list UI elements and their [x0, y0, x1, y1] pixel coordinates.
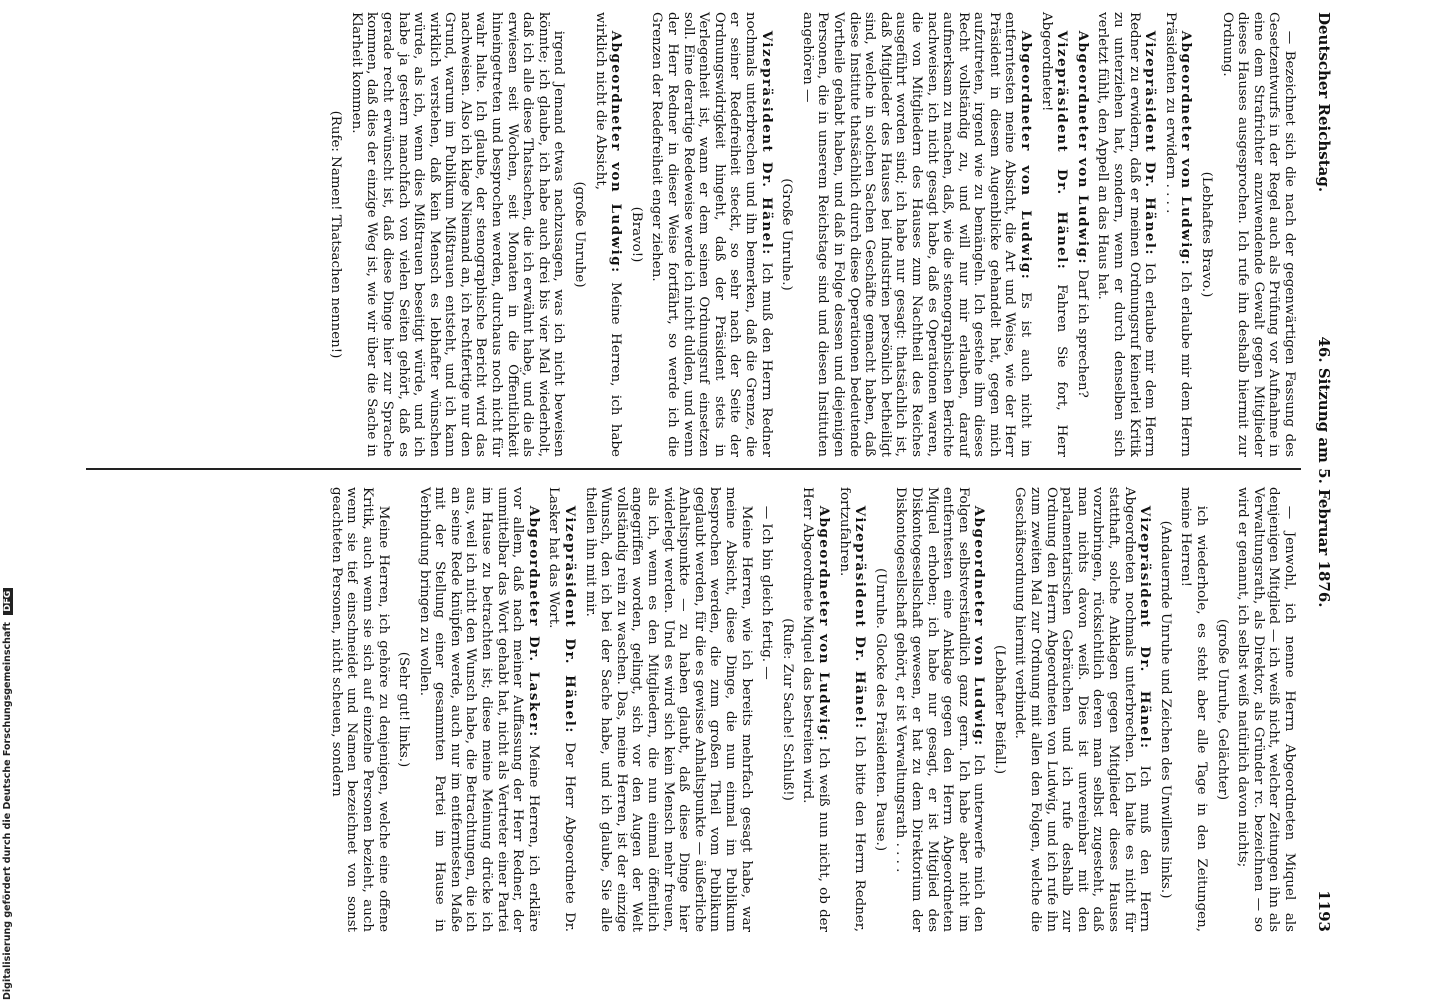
interjection: (große Unruhe) — [572, 181, 588, 288]
speaker-name: Abgeordneter von Ludwig: — [815, 505, 832, 743]
interjection: (Rufe: Zur Sache! Schluß!) — [779, 618, 795, 801]
speech-paragraph — [416, 487, 541, 932]
speech-paragraph — [800, 487, 831, 932]
speech-paragraph — [893, 487, 987, 932]
speech-text: Ich erlaube mir dem Herrn Redner zu erwidern, daß er meinen Ordnungsruf keinerlei Kritik zu unterziehen hat, sondern, wenn er durch denselben sich verletzt fühlt, den Appell an das Haus hat. — [1095, 12, 1158, 457]
digitization-note-text: Digitalisierung gefördert durch die Deutsche Forschungsgemeinschaft — [2, 622, 13, 1000]
speech-text: Es ist auch nicht im entferntesten meine Absicht, die Art und Weise, wie der Herr Präsident in diesem Augenblicke gehandelt hat, gegen mich aufzutreten, irgend wie zu bemängeln. Ich gestehe ihm dieses Recht vollständig zu, und will nur mir erlauben, darauf aufmerksam zu machen, daß, wie die stenographischen Berichte nachweisen, ich nicht gesagt habe, daß es Operationen waren, die von Mitgliedern des Hauses zum Nachtheil des Reiches ausgeführt worden sind; ich habe nur gesagt: thatsächlich ist, daß Mitglieder des Hauses bei Industrien persönlich betheiligt sind, welche in solchen Sachen Geschäfte gemacht haben, daß diese Institute thatsächlich durch diese Operationen bedeutende Vortheile gehabt haben, und daß in Folge dessen und diejenigen Personen, die in unserem Reichstage sind und diesen Instituten angehören — — [799, 12, 1034, 457]
speech-text: Ich muß den Herrn Redner nochmals unterbrechen und ihn bemerken, daß die Grenze, die er seiner Redefreiheit steckt, so sehr nach der Seite der Ordnungswidrigkeit hingeht, daß der Präsident stets in Verlegenheit ist, wann er dem seinen Ordnungsruf einsetzen soll. Eine derartige Redeweise werde ich nicht dulden, und wenn der Herr Redner in dieser Weise fortfährt, so werde ich die Grenzen der Redefreiheit enger ziehen. — [649, 12, 774, 457]
speech-paragraph — [1162, 12, 1193, 457]
left-column — [323, 12, 1297, 457]
speech-text: Ich unterwerfe mich den Folgen selbstverständlich ganz gern. Ich habe aber nicht im entferntesten eine Anklage gegen den Herrn Abgeordneten Miquel erhoben; ich habe nur gesagt, er ist Mitglied des Diskontogesellschaft gewesen, er hat zu dem Direktorium der Diskontogesellschaft gehört, er ist Verwaltungsrath . . . . — [893, 487, 987, 932]
speech-text: Fahren Sie fort, Herr Abgeordneter! — [1038, 12, 1070, 457]
interjection: (Lebhaftes Bravo.) — [1199, 171, 1215, 298]
speaker-name: Abgeordneter von Ludwig: — [971, 505, 988, 747]
body-paragraph: Meine Herren, wie ich bereits mehrfach gesagt habe, war meine Absicht, diese Dinge, die nun einmal im Publikum besprochen werden, die zum großen Theil vom Publikum geglaubt werden, für die es gewisse Anhaltspunkte — äußerliche Anhaltspunkte — zu haben glaubt, daß diese Dinge hier widerlegt werden. Und es wird sich kein Mensch mehr freuen, als ich, wenn es den Mitgliedern, die nun einmal öffentlich angegriffen worden, gelingt, sich vor den Augen der Welt vollständig rein zu waschen. Das, meine Herren, ist der einzige Wunsch, den ich bei der Sache habe, und ich glaube, Sie alle theilen ihn mit mir. — [582, 487, 754, 932]
interjection: (Andauernde Unruhe und Zeichen des Unwillens links.) — [1157, 520, 1173, 899]
speaker-name: Vizepräsident Dr. Hänel: — [1142, 30, 1159, 256]
rotated-sheet — [61, 0, 1371, 962]
speaker-name: Abgeordneter von Ludwig: — [1018, 30, 1035, 281]
session-date: 46. Sitzung am 5. Februar 1876. — [1315, 336, 1333, 608]
speech-paragraph — [1012, 487, 1152, 932]
speech-paragraph — [1095, 12, 1157, 457]
speaker-name: Abgeordneter von Ludwig: — [1178, 30, 1195, 267]
speech-paragraph — [799, 12, 1033, 457]
digitization-note — [2, 0, 16, 1000]
journal-title: Deutscher Reichstag. — [1315, 12, 1333, 193]
speech-paragraph — [1074, 12, 1090, 457]
speaker-name: Vizepräsident Dr. Hänel: — [1054, 30, 1071, 271]
speaker-name: Vizepräsident Dr. Hänel: — [852, 505, 869, 730]
speech-text: Ich bitte den Herrn Redner, fortzufahren. — [836, 487, 868, 932]
interjection: (Sehr gut! links.) — [396, 651, 412, 768]
interjection: (Große Unruhe.) — [779, 178, 795, 291]
interjection: (Rufe: Namen! Thatsachen nennen!) — [328, 110, 344, 359]
speech-paragraph — [1038, 12, 1069, 457]
interjection: (Lebhafter Beifall.) — [991, 644, 1007, 775]
interjection: (Bravo!) — [628, 206, 644, 263]
right-column — [323, 487, 1297, 932]
speaker-name: Vizepräsident Dr. Hänel: — [1137, 505, 1154, 750]
speaker-name: Abgeordneter Dr. Lasker: — [525, 505, 542, 738]
body-paragraph: Meine Herren, ich gehöre zu denjenigen, welche eine offene Kritik, auch wenn sie sich auf einzelne Personen bezieht, auch wenn sie tief einschneidet und Namen bezeichnet von sonst geachteten Personen, nicht scheuen, sondern — [328, 487, 391, 932]
speech-text: Meine Herren, ich erkläre vor allem, daß nach meiner Auffassung der Herr Redner, der unmittelbar das Wort gehabt hat, nicht als Vertreter einer Partei im Hause zu betrachten ist; diese meine Meinung drücke ich aus, weil ich nicht den Wunsch habe, die Betrachtungen, die ich an seine Rede knüpfen werde, auch nur im entferntesten Maße mit der Stellung einer gesammten Partei im Hause in Verbindung bringen zu wollen. — [416, 487, 541, 932]
column-divider — [86, 468, 1301, 470]
speech-text: Darf ich sprechen? — [1074, 269, 1090, 398]
running-head — [1307, 12, 1331, 932]
speech-text: Ich weiß nun nicht, ob der Herr Abgeordnete Miquel das bestreiten wird. — [800, 487, 831, 932]
speech-text: Der Herr Abgeordnete Dr. Lasker hat das Wort. — [546, 487, 578, 932]
interjection: (große Unruhe, Gelächter) — [1214, 618, 1230, 801]
body-paragraph: — Jenwohl, ich nenne Herrn Abgeordneten Miquel als denjenigen Mitglied — ich weiß nicht, welcher Zeitungen ihn als Verwaltungsrath, als Direktor, als Gründer rc. bezeichnen — so wird er genannt, ich selbst weiß natürlich davon nichts; — [1235, 487, 1297, 932]
body-paragraph: irgend Jemand etwas nachzusagen, was ich nicht beweisen könnte; ich glaube, ich habe auch drei bis vier Mal wiederholt, daß ich alle diese Thatsachen, die ich erwähnt habe, und die als erwiesen seit Wochen, seit Monaten in die Öffentlichkeit hineingetreten und besprochen werden, durchaus noch nicht für wahr halte. Ich glaube, der stenographische Bericht wird das nachweisen. Also ich klage Niemand an, ich rechtfertige nur den Grund, warum im Publikum Mißtrauen entsteht, und ich kann wirklich verstehen, daß kein Mensch es lebhafter wünschen würde, als ich, wenn dies Mißtrauen beseitigt würde, und ich habe ja gestern manchfach von vielen Seiten gehört, daß es gerade recht erwünscht ist, daß diese Dinge hier zur Sprache kommen, daß dies der einzige Weg ist, wie wir über die Sache in Klarheit kommen. — [348, 12, 567, 457]
speech-paragraph — [649, 12, 774, 457]
page-number: 1193 — [1315, 890, 1333, 932]
speech-text: Ich muß den Herrn Abgeordneten nochmals unterbrechen. Ich halte es nicht für statthaft, solche Anklagen gegen Mitglieder dieses Hauses vorzubringen, rücksichtlich deren man selbst zugesteht, daß man nichts davon weiß. Dies ist unvereinbar mit den parlamentarischen Gebräuchen und ich rufe deshalb zur Ordnung den Herrn Abgeordneten von Ludwig, und ich rufe ihn zum zweiten Mal zur Ordnung mit allen den Folgen, welche die Geschäftsordnung hiermit verbindet. — [1012, 487, 1153, 932]
speech-paragraph — [592, 12, 623, 457]
speech-paragraph — [546, 487, 577, 932]
body-paragraph: — Bezeichnet sich die nach der gegenwärtigen Fassung des Gesetzentwurfs in der Regel auch als Prüfung vor Aufnahme in eine dem Strafrichter anzuwendende Gewalt gegen Mitglieder dieses Hauses ausgesprochen. Ich rufe ihn deshalb hiermit zur Ordnung. — [1219, 12, 1297, 457]
speaker-name: Abgeordneter von Ludwig: — [1074, 30, 1091, 265]
interjection: (Unruhe. Glocke des Präsidenten. Pause.) — [872, 567, 888, 852]
speech-text: Ich erlaube mir dem Herrn Präsidenten zu erwidern . . . . — [1162, 12, 1194, 457]
speech-text: Meine Herren, ich habe wirklich nicht die Absicht, — [592, 12, 624, 457]
dfg-logo: DFG — [3, 588, 13, 615]
speaker-name: Abgeordneter von Ludwig: — [608, 30, 625, 274]
body-paragraph: ich wiederhole, es steht aber alle Tage in den Zeitungen, meine Herren! — [1178, 487, 1210, 932]
speaker-name: Vizepräsident Dr. Hänel: — [758, 30, 775, 256]
speech-paragraph — [836, 487, 867, 932]
speaker-name: Vizepräsident Dr. Hänel: — [562, 505, 579, 734]
body-paragraph: — Ich bin gleich fertig. — — [759, 505, 775, 680]
